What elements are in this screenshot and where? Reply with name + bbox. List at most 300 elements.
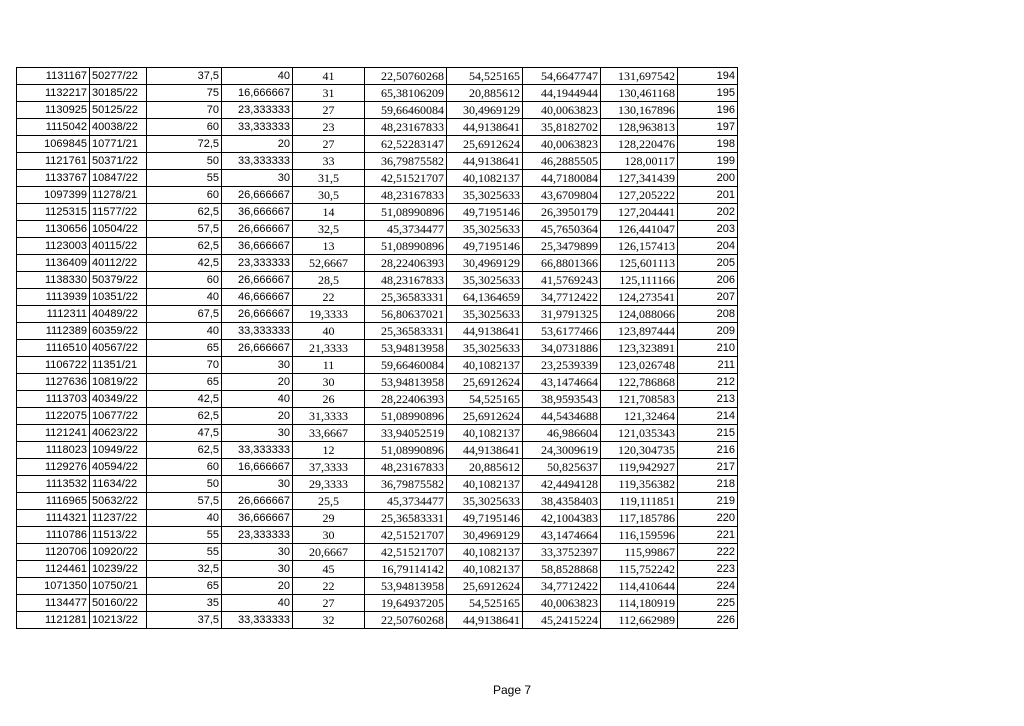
table-row: [17, 255, 738, 272]
cell-score-a: 51,08990896: [365, 204, 447, 221]
cell-score-a: 45,3734477: [365, 493, 447, 510]
cell-total-score: 123,323891: [601, 340, 678, 357]
cell-value-c: 25,5: [293, 493, 365, 510]
cell-score-c: 58,8528868: [523, 561, 601, 578]
cell-rank: 197: [678, 119, 738, 136]
cell-score-c: 45,2415224: [523, 612, 601, 629]
table-row: [17, 408, 738, 425]
cell-score-c: 23,2539339: [523, 357, 601, 374]
table-row: [17, 357, 738, 374]
cell-total-score: 124,088066: [601, 306, 678, 323]
cell-value-c: 31,3333: [293, 408, 365, 425]
cell-score-c: 41,5769243: [523, 272, 601, 289]
cell-value-b: 33,333333: [222, 323, 293, 340]
table-row: [17, 85, 738, 102]
cell-score-c: 40,0063823: [523, 595, 601, 612]
cell-value-a: 62,5: [147, 408, 222, 425]
table-row: [17, 561, 738, 578]
cell-total-score: 125,601113: [601, 255, 678, 272]
cell-score-b: 49,7195146: [447, 238, 523, 255]
cell-rank: 221: [678, 527, 738, 544]
cell-score-b: 35,3025633: [447, 272, 523, 289]
cell-score-c: 43,1474664: [523, 374, 601, 391]
cell-case-number: 60359/22: [90, 323, 147, 340]
cell-total-score: 114,180919: [601, 595, 678, 612]
cell-id: 1118023: [17, 442, 90, 459]
cell-value-c: 33: [293, 153, 365, 170]
cell-value-c: 32: [293, 612, 365, 629]
cell-case-number: 10819/22: [90, 374, 147, 391]
cell-id: 1124461: [17, 561, 90, 578]
cell-case-number: 50125/22: [90, 102, 147, 119]
cell-score-a: 62,52283147: [365, 136, 447, 153]
cell-value-c: 32,5: [293, 221, 365, 238]
cell-score-c: 53,6177466: [523, 323, 601, 340]
cell-value-c: 31: [293, 85, 365, 102]
cell-id: 1114321: [17, 510, 90, 527]
table-row: [17, 204, 738, 221]
table-row: [17, 544, 738, 561]
cell-value-b: 16,666667: [222, 85, 293, 102]
cell-score-a: 51,08990896: [365, 442, 447, 459]
cell-score-b: 30,4969129: [447, 102, 523, 119]
cell-value-a: 50: [147, 153, 222, 170]
cell-value-b: 23,333333: [222, 102, 293, 119]
cell-value-a: 70: [147, 102, 222, 119]
cell-value-c: 27: [293, 136, 365, 153]
cell-id: 1125315: [17, 204, 90, 221]
cell-total-score: 114,410644: [601, 578, 678, 595]
cell-id: 1136409: [17, 255, 90, 272]
cell-value-a: 32,5: [147, 561, 222, 578]
cell-value-a: 70: [147, 357, 222, 374]
cell-score-a: 42,51521707: [365, 544, 447, 561]
cell-score-b: 54,525165: [447, 595, 523, 612]
cell-rank: 213: [678, 391, 738, 408]
cell-value-c: 14: [293, 204, 365, 221]
cell-total-score: 121,708583: [601, 391, 678, 408]
cell-value-a: 60: [147, 459, 222, 476]
cell-case-number: 40038/22: [90, 119, 147, 136]
cell-score-b: 25,6912624: [447, 136, 523, 153]
table-row: [17, 306, 738, 323]
cell-total-score: 119,942927: [601, 459, 678, 476]
table-row: [17, 221, 738, 238]
cell-value-a: 40: [147, 510, 222, 527]
cell-total-score: 123,897444: [601, 323, 678, 340]
cell-score-a: 48,23167833: [365, 459, 447, 476]
cell-score-a: 51,08990896: [365, 238, 447, 255]
cell-total-score: 119,356382: [601, 476, 678, 493]
cell-score-a: 36,79875582: [365, 476, 447, 493]
cell-score-c: 24,3009619: [523, 442, 601, 459]
table-row: [17, 442, 738, 459]
cell-value-a: 50: [147, 476, 222, 493]
cell-value-c: 22: [293, 578, 365, 595]
cell-rank: 204: [678, 238, 738, 255]
cell-id: 1121761: [17, 153, 90, 170]
table-row: [17, 102, 738, 119]
cell-case-number: 40112/22: [90, 255, 147, 272]
cell-value-c: 41: [293, 68, 365, 85]
cell-id: 1127636: [17, 374, 90, 391]
table-row: [17, 595, 738, 612]
cell-score-b: 20,885612: [447, 459, 523, 476]
cell-value-b: 33,333333: [222, 153, 293, 170]
cell-score-b: 30,4969129: [447, 255, 523, 272]
cell-rank: 214: [678, 408, 738, 425]
cell-score-c: 45,7650364: [523, 221, 601, 238]
cell-value-b: 20: [222, 136, 293, 153]
cell-value-c: 29: [293, 510, 365, 527]
cell-score-c: 38,4358403: [523, 493, 601, 510]
cell-value-a: 65: [147, 578, 222, 595]
cell-value-a: 60: [147, 119, 222, 136]
cell-value-b: 26,666667: [222, 306, 293, 323]
cell-rank: 202: [678, 204, 738, 221]
cell-score-b: 64,1364659: [447, 289, 523, 306]
cell-value-b: 30: [222, 476, 293, 493]
cell-value-c: 27: [293, 595, 365, 612]
cell-score-c: 31,9791325: [523, 306, 601, 323]
cell-score-a: 25,36583331: [365, 289, 447, 306]
cell-value-a: 62,5: [147, 238, 222, 255]
cell-score-c: 38,9593543: [523, 391, 601, 408]
cell-value-a: 60: [147, 187, 222, 204]
cell-rank: 225: [678, 595, 738, 612]
cell-rank: 196: [678, 102, 738, 119]
cell-score-a: 28,22406393: [365, 255, 447, 272]
cell-total-score: 117,185786: [601, 510, 678, 527]
cell-value-b: 26,666667: [222, 493, 293, 510]
cell-score-a: 36,79875582: [365, 153, 447, 170]
cell-rank: 210: [678, 340, 738, 357]
cell-score-a: 33,94052519: [365, 425, 447, 442]
cell-total-score: 123,026748: [601, 357, 678, 374]
cell-score-a: 48,23167833: [365, 272, 447, 289]
cell-total-score: 128,963813: [601, 119, 678, 136]
cell-case-number: 40489/22: [90, 306, 147, 323]
cell-id: 1110786: [17, 527, 90, 544]
cell-score-a: 48,23167833: [365, 119, 447, 136]
table-row: [17, 527, 738, 544]
cell-value-c: 30: [293, 374, 365, 391]
cell-value-b: 16,666667: [222, 459, 293, 476]
cell-case-number: 10213/22: [90, 612, 147, 629]
cell-value-c: 37,3333: [293, 459, 365, 476]
cell-rank: 211: [678, 357, 738, 374]
cell-total-score: 126,157413: [601, 238, 678, 255]
cell-score-a: 42,51521707: [365, 170, 447, 187]
cell-rank: 220: [678, 510, 738, 527]
cell-rank: 198: [678, 136, 738, 153]
cell-value-b: 36,666667: [222, 204, 293, 221]
table-body: [17, 68, 738, 629]
cell-total-score: 130,461168: [601, 85, 678, 102]
cell-total-score: 115,99867: [601, 544, 678, 561]
cell-id: 1113703: [17, 391, 90, 408]
cell-id: 1106722: [17, 357, 90, 374]
cell-rank: 203: [678, 221, 738, 238]
cell-case-number: 50379/22: [90, 272, 147, 289]
cell-case-number: 11237/22: [90, 510, 147, 527]
cell-case-number: 10847/22: [90, 170, 147, 187]
cell-id: 1121281: [17, 612, 90, 629]
cell-score-b: 25,6912624: [447, 408, 523, 425]
cell-score-a: 53,94813958: [365, 340, 447, 357]
table-row: [17, 289, 738, 306]
cell-value-b: 26,666667: [222, 340, 293, 357]
cell-value-b: 26,666667: [222, 187, 293, 204]
cell-score-b: 54,525165: [447, 68, 523, 85]
cell-rank: 218: [678, 476, 738, 493]
cell-score-b: 25,6912624: [447, 374, 523, 391]
cell-score-b: 40,1082137: [447, 170, 523, 187]
cell-value-b: 26,666667: [222, 272, 293, 289]
cell-id: 1138330: [17, 272, 90, 289]
cell-score-a: 59,66460084: [365, 102, 447, 119]
page-number: Page 7: [492, 683, 532, 697]
cell-score-c: 44,7180084: [523, 170, 601, 187]
cell-value-b: 30: [222, 170, 293, 187]
cell-score-c: 34,0731886: [523, 340, 601, 357]
cell-total-score: 120,304735: [601, 442, 678, 459]
cell-score-a: 22,50760268: [365, 68, 447, 85]
cell-id: 1130925: [17, 102, 90, 119]
cell-total-score: 121,035343: [601, 425, 678, 442]
table-row: [17, 374, 738, 391]
cell-score-a: 56,80637021: [365, 306, 447, 323]
table-row: [17, 68, 738, 85]
table-row: [17, 119, 738, 136]
cell-rank: 224: [678, 578, 738, 595]
cell-total-score: 122,786868: [601, 374, 678, 391]
cell-case-number: 10351/22: [90, 289, 147, 306]
cell-value-c: 13: [293, 238, 365, 255]
cell-value-b: 33,333333: [222, 119, 293, 136]
cell-value-c: 28,5: [293, 272, 365, 289]
cell-value-a: 57,5: [147, 221, 222, 238]
cell-case-number: 40115/22: [90, 238, 147, 255]
cell-score-b: 44,9138641: [447, 442, 523, 459]
cell-value-b: 40: [222, 391, 293, 408]
cell-score-c: 26,3950179: [523, 204, 601, 221]
cell-total-score: 128,00117: [601, 153, 678, 170]
cell-value-a: 37,5: [147, 612, 222, 629]
cell-rank: 219: [678, 493, 738, 510]
cell-score-a: 19,64937205: [365, 595, 447, 612]
cell-id: 1120706: [17, 544, 90, 561]
cell-value-b: 30: [222, 544, 293, 561]
cell-rank: 208: [678, 306, 738, 323]
table-row: [17, 612, 738, 629]
cell-id: 1123003: [17, 238, 90, 255]
cell-score-c: 44,5434688: [523, 408, 601, 425]
cell-value-a: 62,5: [147, 442, 222, 459]
cell-case-number: 11634/22: [90, 476, 147, 493]
table-row: [17, 153, 738, 170]
cell-score-b: 30,4969129: [447, 527, 523, 544]
cell-score-b: 44,9138641: [447, 323, 523, 340]
cell-score-b: 40,1082137: [447, 425, 523, 442]
cell-score-a: 45,3734477: [365, 221, 447, 238]
cell-score-b: 40,1082137: [447, 476, 523, 493]
cell-rank: 223: [678, 561, 738, 578]
cell-score-b: 49,7195146: [447, 204, 523, 221]
cell-value-c: 11: [293, 357, 365, 374]
cell-score-c: 40,0063823: [523, 102, 601, 119]
cell-value-a: 42,5: [147, 255, 222, 272]
cell-score-c: 35,8182702: [523, 119, 601, 136]
table-row: [17, 578, 738, 595]
cell-value-c: 20,6667: [293, 544, 365, 561]
cell-value-b: 20: [222, 408, 293, 425]
cell-rank: 200: [678, 170, 738, 187]
cell-value-c: 26: [293, 391, 365, 408]
cell-score-c: 33,3752397: [523, 544, 601, 561]
cell-id: 1130656: [17, 221, 90, 238]
cell-value-b: 20: [222, 578, 293, 595]
cell-value-a: 42,5: [147, 391, 222, 408]
cell-rank: 207: [678, 289, 738, 306]
cell-id: 1069845: [17, 136, 90, 153]
cell-case-number: 10949/22: [90, 442, 147, 459]
cell-score-a: 28,22406393: [365, 391, 447, 408]
cell-value-c: 31,5: [293, 170, 365, 187]
cell-value-a: 55: [147, 527, 222, 544]
cell-score-c: 42,4494128: [523, 476, 601, 493]
cell-value-a: 65: [147, 340, 222, 357]
cell-case-number: 40623/22: [90, 425, 147, 442]
cell-value-c: 19,3333: [293, 306, 365, 323]
cell-case-number: 40567/22: [90, 340, 147, 357]
cell-score-a: 65,38106209: [365, 85, 447, 102]
cell-case-number: 50160/22: [90, 595, 147, 612]
cell-value-b: 23,333333: [222, 527, 293, 544]
cell-id: 1121241: [17, 425, 90, 442]
cell-id: 1112389: [17, 323, 90, 340]
table-row: [17, 340, 738, 357]
cell-rank: 195: [678, 85, 738, 102]
cell-case-number: 10771/21: [90, 136, 147, 153]
cell-value-a: 75: [147, 85, 222, 102]
cell-rank: 206: [678, 272, 738, 289]
data-table: [16, 67, 738, 629]
cell-value-b: 30: [222, 357, 293, 374]
cell-total-score: 126,441047: [601, 221, 678, 238]
cell-score-a: 53,94813958: [365, 374, 447, 391]
cell-total-score: 116,159596: [601, 527, 678, 544]
cell-score-c: 50,825637: [523, 459, 601, 476]
cell-value-a: 40: [147, 323, 222, 340]
cell-id: 1133767: [17, 170, 90, 187]
cell-value-c: 27: [293, 102, 365, 119]
cell-score-b: 40,1082137: [447, 544, 523, 561]
cell-value-c: 21,3333: [293, 340, 365, 357]
cell-case-number: 11577/22: [90, 204, 147, 221]
cell-score-b: 40,1082137: [447, 357, 523, 374]
cell-value-b: 30: [222, 425, 293, 442]
cell-total-score: 130,167896: [601, 102, 678, 119]
cell-rank: 209: [678, 323, 738, 340]
cell-id: 1113532: [17, 476, 90, 493]
table-row: [17, 238, 738, 255]
table-row: [17, 391, 738, 408]
cell-value-c: 40: [293, 323, 365, 340]
cell-score-b: 54,525165: [447, 391, 523, 408]
cell-value-a: 55: [147, 544, 222, 561]
cell-score-b: 20,885612: [447, 85, 523, 102]
cell-case-number: 11513/22: [90, 527, 147, 544]
cell-value-b: 33,333333: [222, 612, 293, 629]
cell-score-b: 35,3025633: [447, 340, 523, 357]
cell-id: 1071350: [17, 578, 90, 595]
cell-score-c: 34,7712422: [523, 578, 601, 595]
cell-rank: 199: [678, 153, 738, 170]
cell-case-number: 10504/22: [90, 221, 147, 238]
cell-case-number: 40349/22: [90, 391, 147, 408]
cell-id: 1129276: [17, 459, 90, 476]
cell-value-c: 45: [293, 561, 365, 578]
cell-value-b: 46,666667: [222, 289, 293, 306]
table-row: [17, 425, 738, 442]
cell-total-score: 128,220476: [601, 136, 678, 153]
cell-id: 1116510: [17, 340, 90, 357]
table-row: [17, 323, 738, 340]
cell-score-b: 25,6912624: [447, 578, 523, 595]
cell-case-number: 50632/22: [90, 493, 147, 510]
cell-value-a: 72,5: [147, 136, 222, 153]
cell-total-score: 115,752242: [601, 561, 678, 578]
cell-score-b: 44,9138641: [447, 119, 523, 136]
table-row: [17, 170, 738, 187]
cell-id: 1113939: [17, 289, 90, 306]
cell-value-a: 47,5: [147, 425, 222, 442]
cell-total-score: 112,662989: [601, 612, 678, 629]
cell-score-a: 16,79114142: [365, 561, 447, 578]
cell-value-b: 40: [222, 595, 293, 612]
cell-value-a: 60: [147, 272, 222, 289]
table-row: [17, 187, 738, 204]
cell-score-c: 66,8801366: [523, 255, 601, 272]
cell-id: 1116965: [17, 493, 90, 510]
cell-value-a: 65: [147, 374, 222, 391]
cell-value-a: 40: [147, 289, 222, 306]
cell-score-c: 43,1474664: [523, 527, 601, 544]
cell-value-a: 55: [147, 170, 222, 187]
cell-score-c: 40,0063823: [523, 136, 601, 153]
cell-score-b: 44,9138641: [447, 612, 523, 629]
cell-id: 1134477: [17, 595, 90, 612]
cell-score-a: 51,08990896: [365, 408, 447, 425]
cell-case-number: 30185/22: [90, 85, 147, 102]
cell-case-number: 11351/21: [90, 357, 147, 374]
cell-case-number: 10920/22: [90, 544, 147, 561]
cell-score-c: 25,3479899: [523, 238, 601, 255]
cell-rank: 216: [678, 442, 738, 459]
cell-total-score: 125,111166: [601, 272, 678, 289]
cell-value-a: 62,5: [147, 204, 222, 221]
cell-score-b: 35,3025633: [447, 187, 523, 204]
cell-value-a: 67,5: [147, 306, 222, 323]
cell-total-score: 119,111851: [601, 493, 678, 510]
cell-score-c: 46,2885505: [523, 153, 601, 170]
cell-rank: 222: [678, 544, 738, 561]
cell-value-b: 23,333333: [222, 255, 293, 272]
cell-score-c: 54,6647747: [523, 68, 601, 85]
cell-value-c: 33,6667: [293, 425, 365, 442]
cell-total-score: 127,204441: [601, 204, 678, 221]
